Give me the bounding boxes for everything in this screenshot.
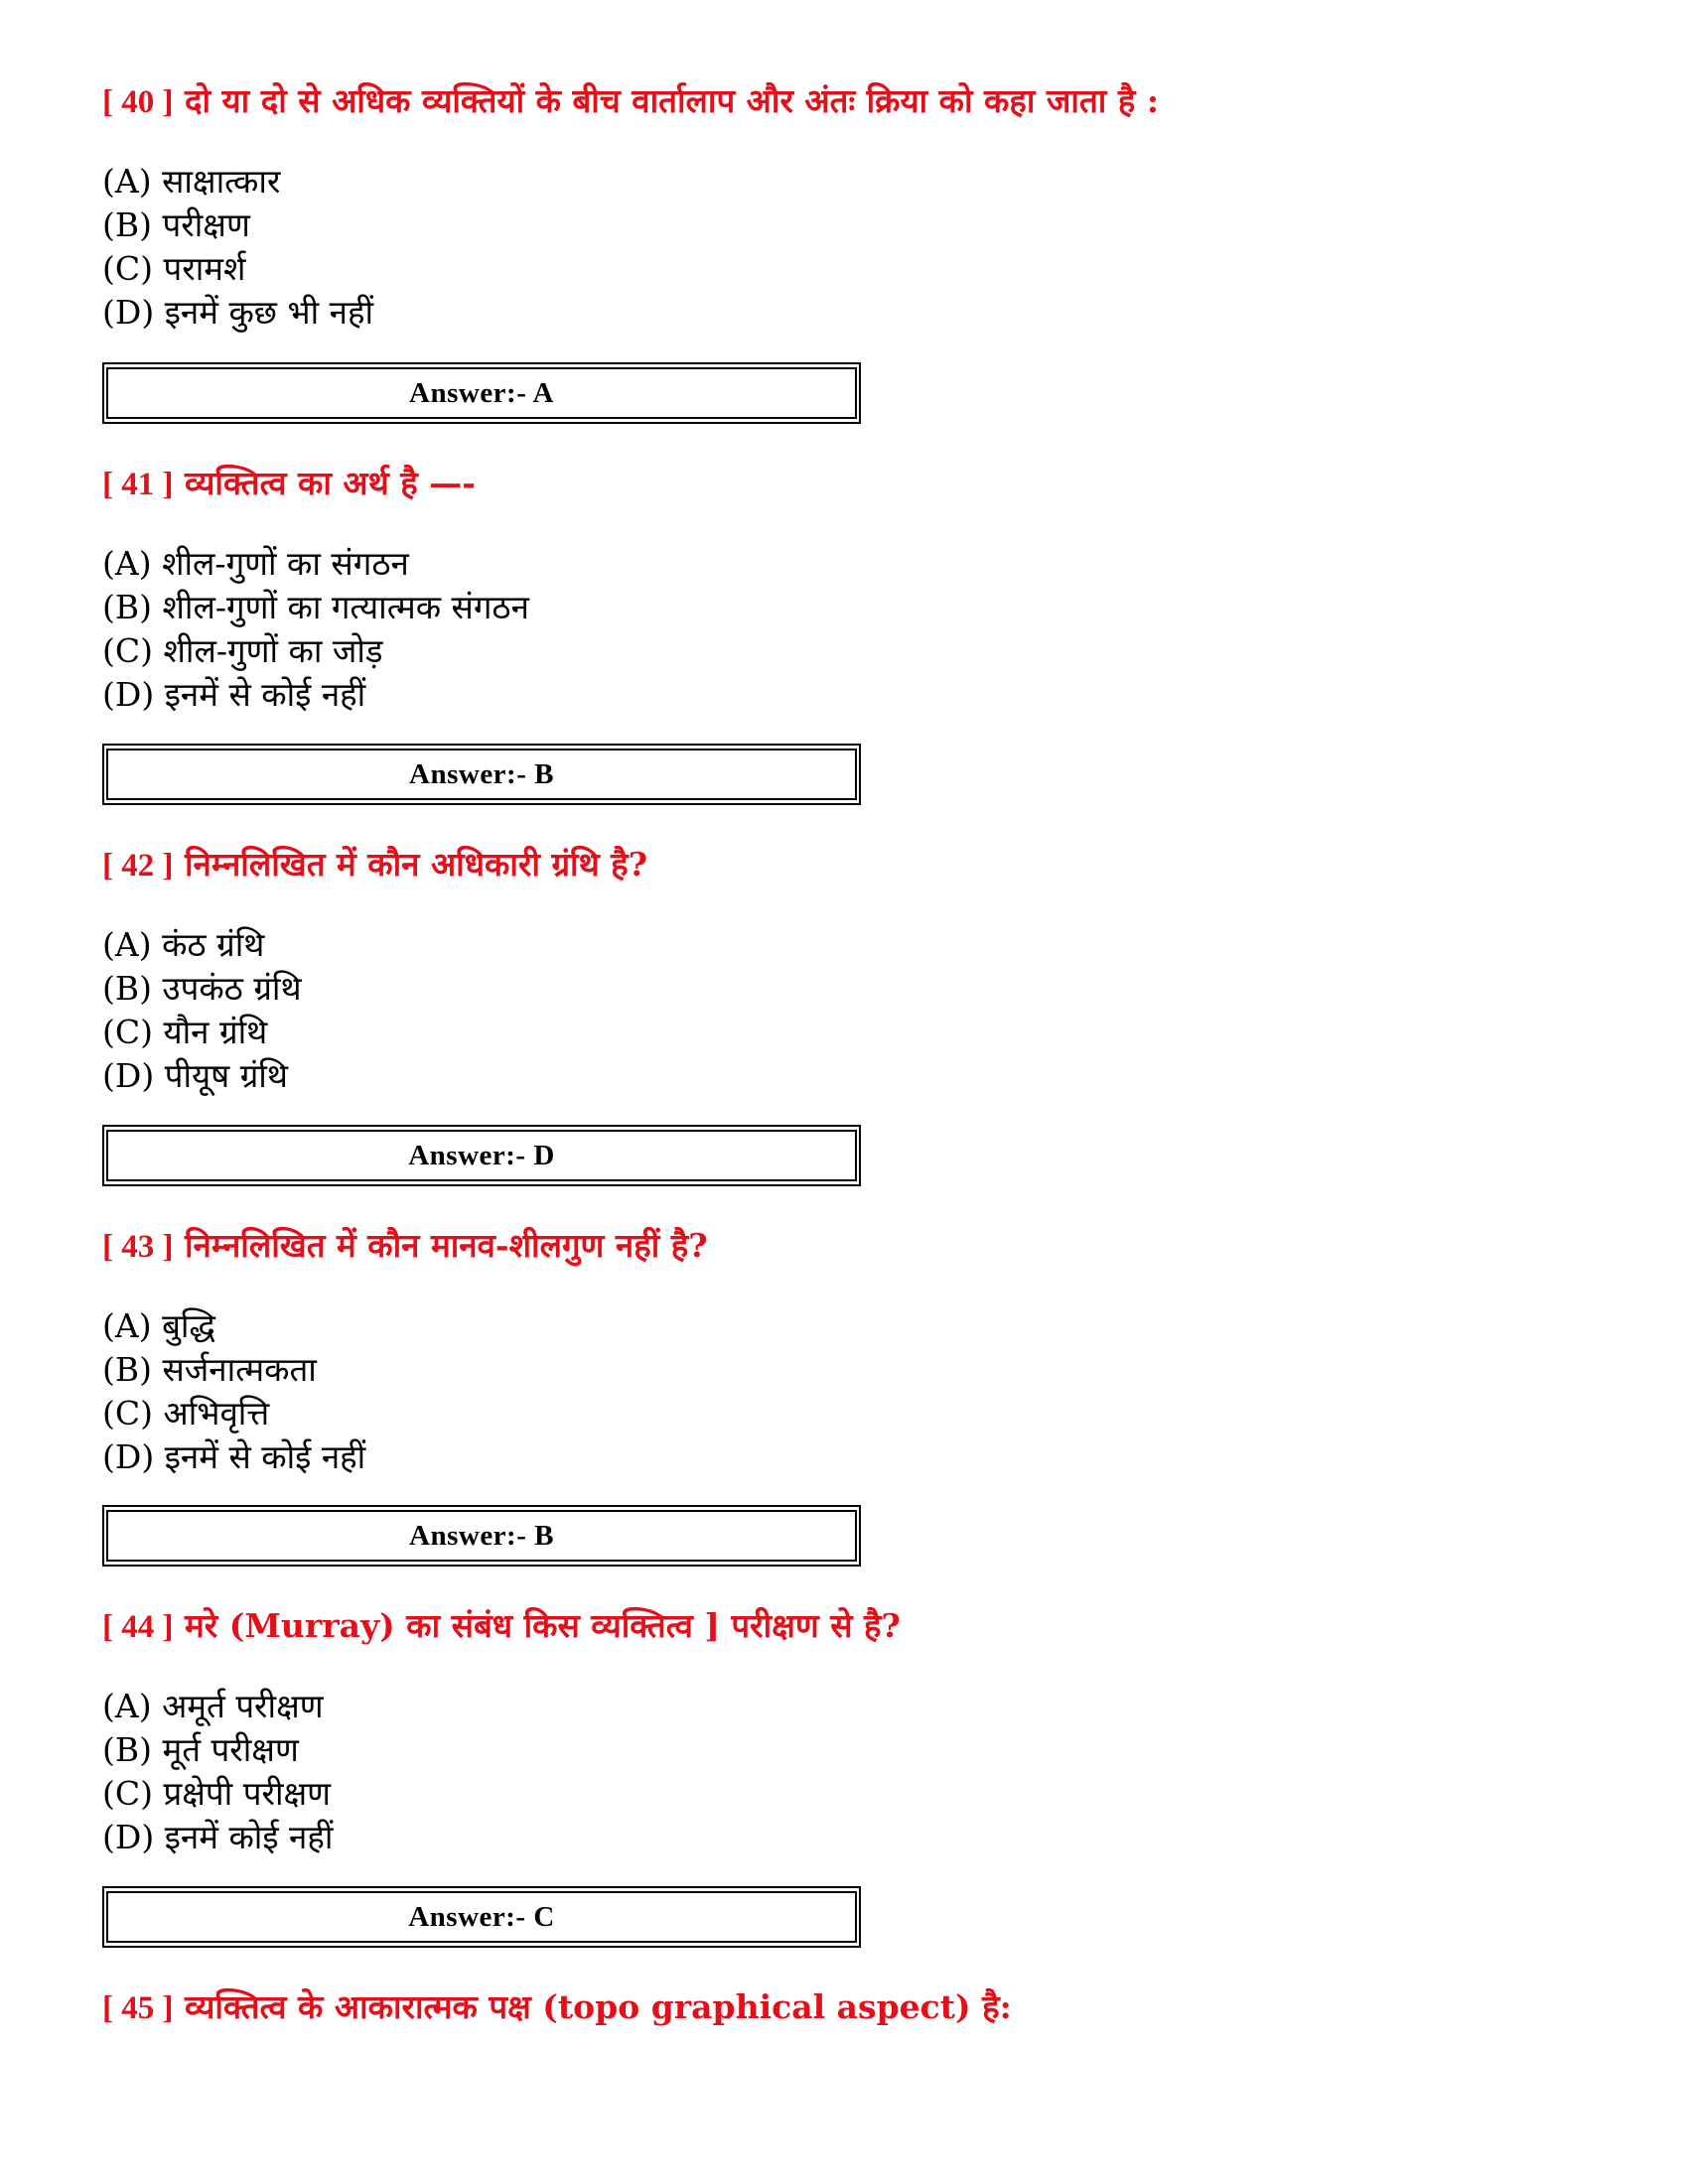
option-c: (C) अभिवृत्ति <box>102 1394 270 1433</box>
question-text: व्यक्तित्व का अर्थ है —- <box>184 464 476 502</box>
answer-box <box>102 1125 861 1186</box>
question-block-42 <box>102 845 1592 1098</box>
answer-text: Answer:- B <box>409 1519 554 1552</box>
option-list <box>102 1304 1592 1479</box>
question-text: दो या दो से अधिक व्यक्तियों के बीच वार्तालाप और अंतः क्रिया को कहा जाता है : <box>184 81 1160 120</box>
answer-text: Answer:- D <box>408 1139 555 1171</box>
question-heading <box>102 81 1592 122</box>
question-number: [ 41 ] <box>102 467 174 502</box>
question-number: [ 44 ] <box>102 1609 174 1645</box>
question-block-45 <box>102 1987 1592 2028</box>
question-block-43 <box>102 1226 1592 1479</box>
option-a: (A) साक्षात्कार <box>102 162 281 201</box>
option-d: (D) इनमें कुछ भी नहीं <box>102 293 374 332</box>
option-list <box>102 160 1592 335</box>
question-number: [ 42 ] <box>102 848 174 884</box>
question-text: मरे (Murray) का संबंध किस व्यक्तित्व ] परीक्षण से है? <box>184 1606 901 1645</box>
option-c: (C) यौन ग्रंथि <box>102 1013 268 1051</box>
question-number: [ 40 ] <box>102 84 174 120</box>
question-text: निम्नलिखित में कौन मानव-शीलगुण नहीं है? <box>184 1226 708 1265</box>
option-d: (D) पीयूष ग्रंथि <box>102 1056 288 1095</box>
answer-text: Answer:- A <box>409 376 554 409</box>
answer-text: Answer:- C <box>408 1900 555 1933</box>
option-a: (A) अमूर्त परीक्षण <box>102 1687 324 1725</box>
option-c: (C) प्रक्षेपी परीक्षण <box>102 1774 332 1813</box>
option-b: (B) उपकंठ ग्रंथि <box>102 969 302 1008</box>
option-d: (D) इनमें से कोई नहीं <box>102 675 366 714</box>
option-d: (D) इनमें से कोई नहीं <box>102 1437 366 1476</box>
answer-text: Answer:- B <box>409 757 554 790</box>
question-heading <box>102 464 1592 504</box>
option-a: (A) शील-गुणों का संगठन <box>102 544 409 583</box>
question-block-40 <box>102 81 1592 335</box>
question-block-44 <box>102 1606 1592 1859</box>
answer-box <box>102 1886 861 1948</box>
question-heading <box>102 845 1592 886</box>
question-heading <box>102 1606 1592 1647</box>
option-list <box>102 542 1592 717</box>
option-a: (A) कंठ ग्रंथि <box>102 925 265 964</box>
question-heading <box>102 1226 1592 1267</box>
option-d: (D) इनमें कोई नहीं <box>102 1818 334 1856</box>
question-text: निम्नलिखित में कौन अधिकारी ग्रंथि है? <box>184 845 648 884</box>
answer-box <box>102 362 861 424</box>
question-block-41 <box>102 464 1592 717</box>
option-b: (B) सर्जनात्मकता <box>102 1350 317 1389</box>
question-number: [ 43 ] <box>102 1229 174 1265</box>
option-c: (C) परामर्श <box>102 249 246 288</box>
question-number: [ 45 ] <box>102 1990 174 2026</box>
answer-box <box>102 1505 861 1567</box>
question-heading <box>102 1987 1592 2028</box>
option-list <box>102 1685 1592 1859</box>
option-a: (A) बुद्धि <box>102 1306 215 1345</box>
answer-box <box>102 744 861 805</box>
option-b: (B) शील-गुणों का गत्यात्मक संगठन <box>102 588 529 626</box>
option-list <box>102 923 1592 1098</box>
option-b: (B) परीक्षण <box>102 205 250 244</box>
option-c: (C) शील-गुणों का जोड़ <box>102 631 383 670</box>
option-b: (B) मूर्त परीक्षण <box>102 1730 299 1769</box>
question-text: व्यक्तित्व के आकारात्मक पक्ष (topo graphical aspect) है: <box>184 1987 1012 2026</box>
